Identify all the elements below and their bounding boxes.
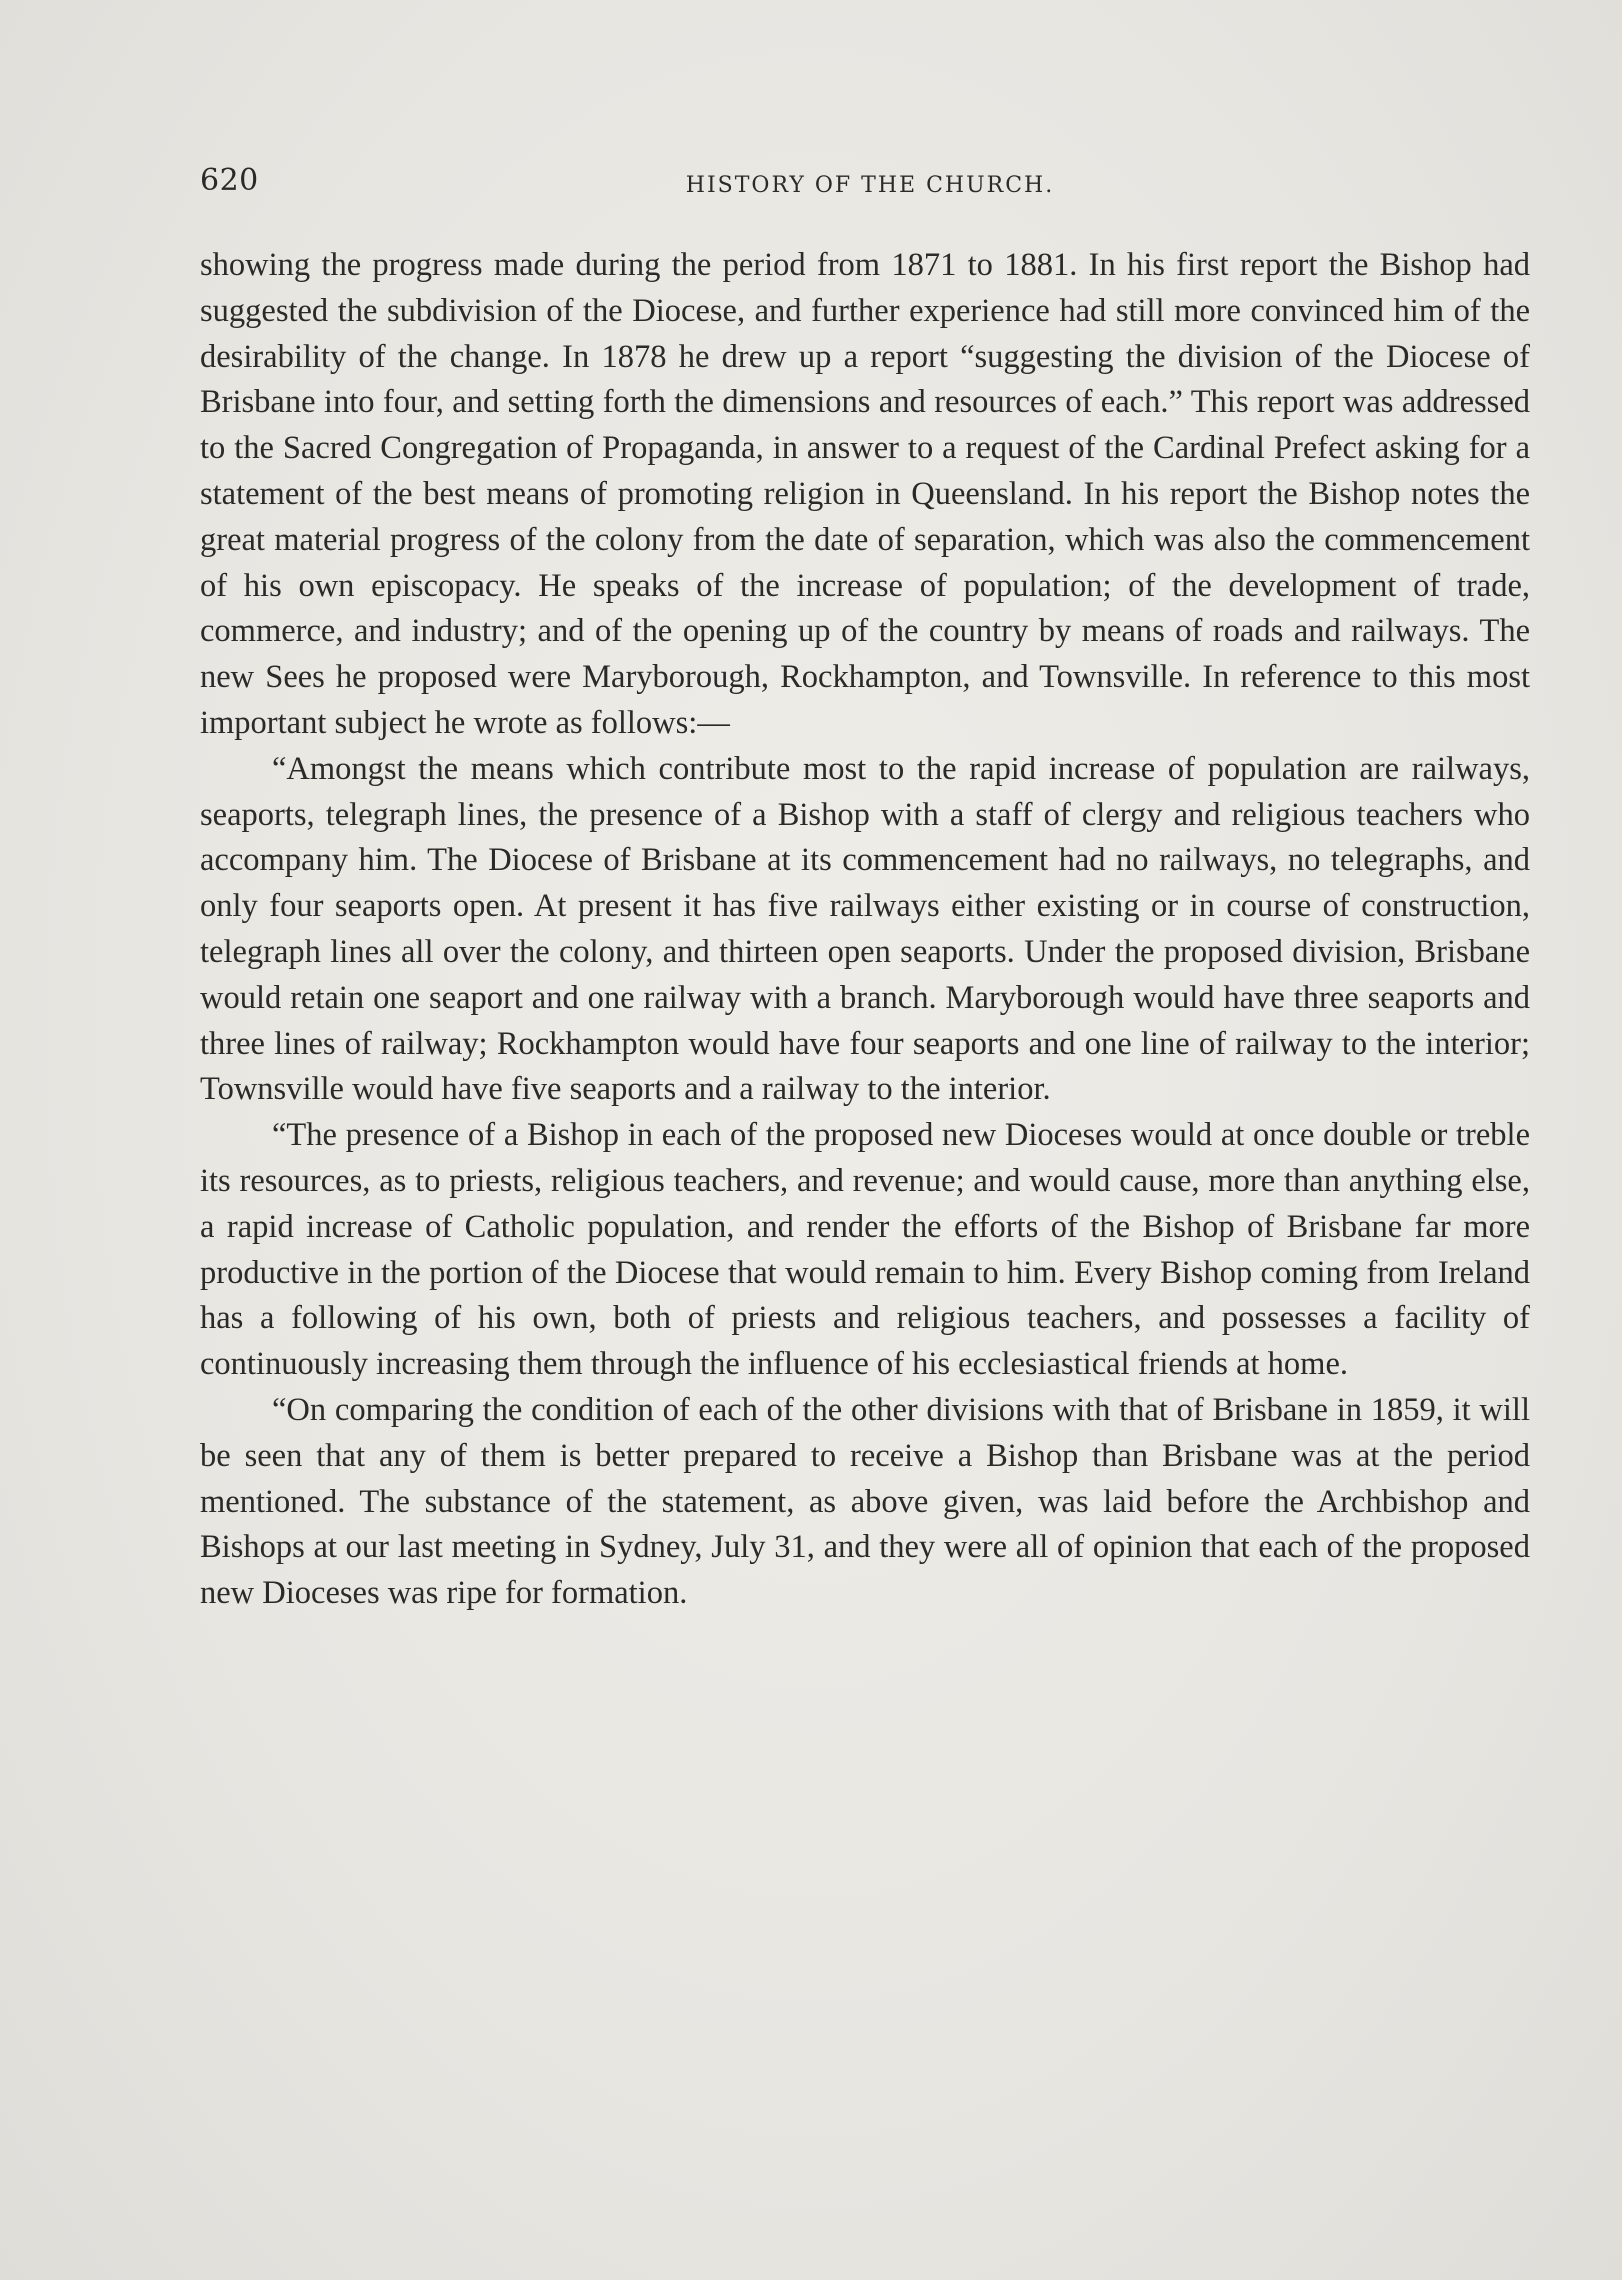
running-head: HISTORY OF THE CHURCH. [685, 173, 1055, 198]
paragraph-2: “Amongst the means which contribute most to the rapid increase of population are railways, seaports, telegraph lines, the presence of a Bishop with a staff of clergy and religious teachers who accompany him. The Diocese of Brisbane at its commencement had no railways, no telegraphs, and only four seaports open. At present it has five railways either existing or in course of construction, telegraph lines all over the colony, and thirteen open seaports. Under the proposed division, Brisbane would retain one seaport and one railway with a branch. Maryborough would have three seaports and three lines of railway; Rockhampton would have four seaports and one line of railway to the interior; Townsville would have five seaports and a railway to the interior. [200, 750, 1530, 1108]
paragraph-4: “On comparing the condition of each of the other divisions with that of Brisbane in 1859, it will be seen that any of them is better prepared to receive a Bishop than Brisbane was at the period mentioned. The substance of the statement, as above given, was laid before the Archbishop and Bishops at our last meeting in Sydney, July 31, and they were all of opinion that each of the proposed new Dioceses was ripe for formation. [200, 1391, 1530, 1612]
paragraph-3: “The presence of a Bishop in each of the proposed new Dioceses would at once double or treble its resources, as to priests, religious teachers, and revenue; and would cause, more than anything else, a rapid increase of Catholic population, and render the efforts of the Bishop of Brisbane far more productive in the portion of the Diocese that would remain to him. Every Bishop coming from Ireland has a following of his own, both of priests and religious teachers, and possesses a facility of continuously increasing them through the influence of his ecclesiastical friends at home. [200, 1117, 1530, 1383]
page-number: 620 [200, 163, 259, 198]
paragraph-1: showing the progress made during the period from 1871 to 1881. In his first report the Bishop had suggested the subdivision of the Diocese, and further experience had still more convinced him of the desirability of the change. In 1878 he drew up a report “suggesting the division of the Diocese of Brisbane into four, and setting forth the dimensions and resources of each.” This report was addressed to the Sacred Congregation of Propaganda, in answer to a request of the Cardinal Prefect asking for a statement of the best means of promoting religion in Queensland. In his report the Bishop notes the great material progress of the colony from the date of separation, which was also the commencement of his own episcopacy. He speaks of the increase of population; of the development of trade, commerce, and industry; and of the opening up of the country by means of roads and railways. The new Sees he proposed were Maryborough, Rockhampton, and Townsville. In reference to this most important subject he wrote as follows:— [200, 247, 1530, 741]
body-text [200, 243, 1530, 1617]
page-header [200, 163, 1530, 203]
